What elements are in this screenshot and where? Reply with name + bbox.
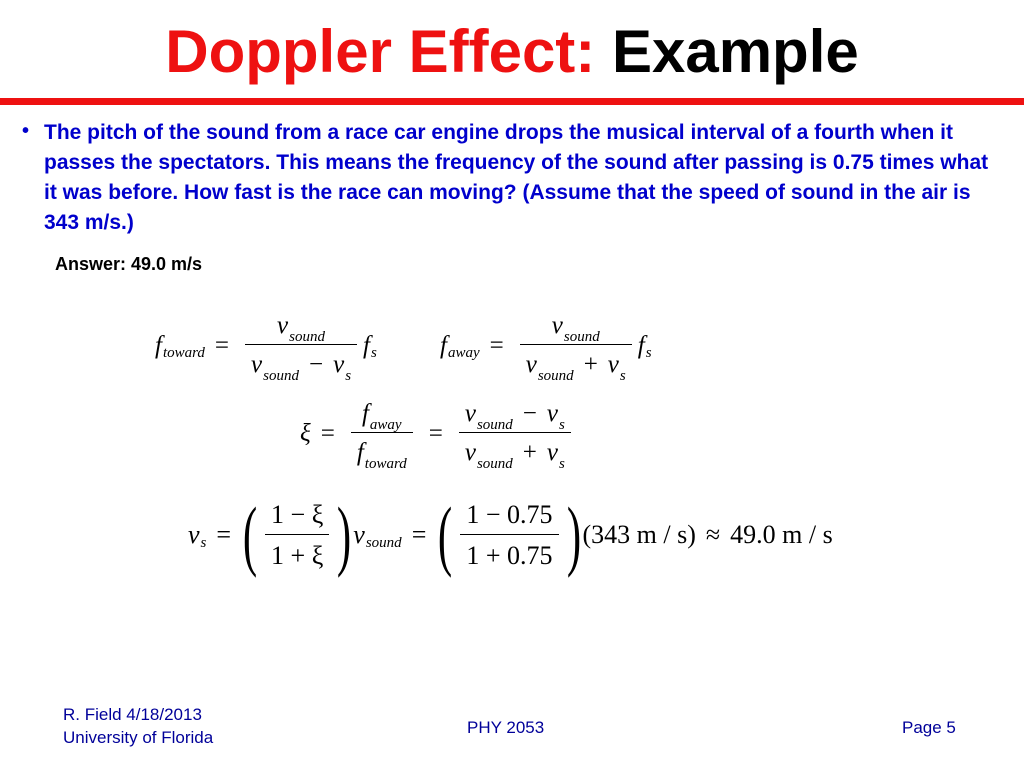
title-black-part: Example <box>611 18 859 85</box>
bullet-icon: • <box>22 120 30 142</box>
slide-title <box>0 14 1024 90</box>
fraction: f away f toward <box>351 400 413 467</box>
footer-course: PHY 2053 <box>467 718 545 737</box>
fraction: $\frac{1 - \xi}{1 + \xi}$ <box>265 500 329 571</box>
footer-author: R. Field 4/18/2013 <box>63 705 202 724</box>
question-text: The pitch of the sound from a race car engine drops the musical interval of a fourth when it passes the spectators. This means the frequency of the sound after passing is 0.75 times what it was before. How fast is the race can moving? (Assume that the speed of sound in the air is 343 m/s.) <box>44 121 989 234</box>
fraction: v sound − v s v sound + v s <box>459 400 571 467</box>
fraction: v sound v sound + v s <box>520 312 632 379</box>
title-divider <box>0 98 1024 105</box>
footer-page-number: Page 5 <box>902 718 956 737</box>
answer-text: Answer: 49.0 m/s <box>55 254 203 274</box>
footer-institution: University of Florida <box>63 728 214 747</box>
title-red-part: Doppler Effect: <box>165 18 596 85</box>
fraction: $\frac{1 - 0.75}{1 + 0.75}$ <box>460 500 558 571</box>
footer-author-block <box>63 703 213 749</box>
speed-of-sound-factor: (343 m / s) <box>582 520 696 549</box>
fraction: v sound v sound − v s <box>245 312 357 379</box>
equation-f-away: f away = v sound v sound + v s f s <box>440 312 652 384</box>
result-value: 49.0 m / s <box>730 520 833 549</box>
equation-vs-solution: v s = ( $\frac{1 - \xi}{1 + \xi}$ ) v sound = ( $\frac{1 - 0.75}{1 + 0.75}$ ) (343 m / s) ≈ 49.0 m / s <box>188 491 833 578</box>
equation-xi-ratio: ξ = f away f toward = v sound − v s v sound + v s <box>300 400 577 467</box>
equation-f-toward: f toward = v sound v sound − v s f s <box>155 312 377 384</box>
